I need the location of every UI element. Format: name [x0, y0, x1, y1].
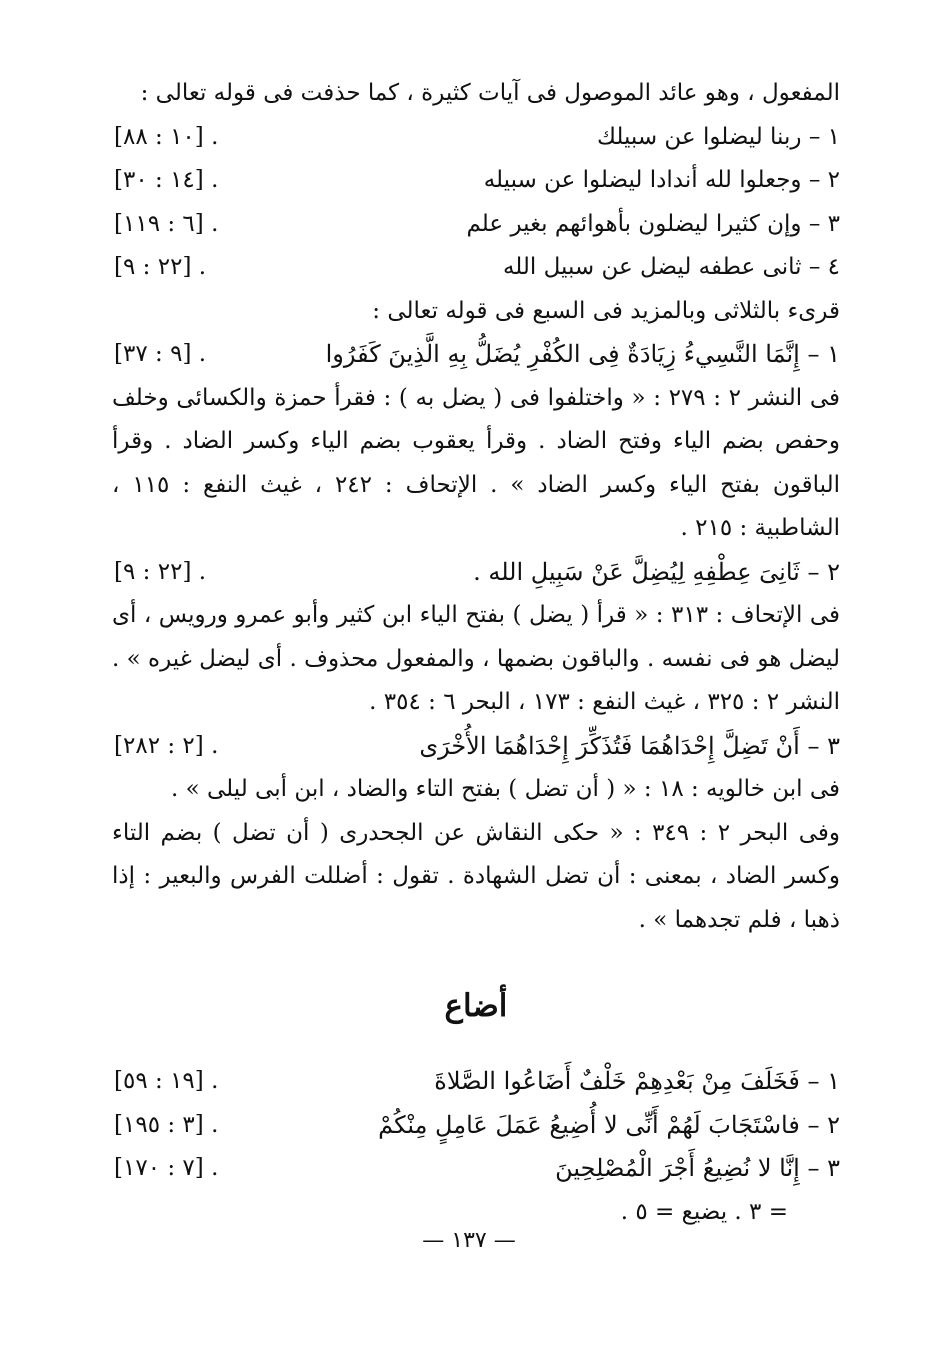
- verse-row: [112, 551, 840, 595]
- verse-list-1: [112, 116, 840, 290]
- intro-line: المفعول ، وهو عائد الموصول فى آيات كثيرة ، كما حذفت فى قوله تعالى :: [140, 80, 840, 106]
- page-body: [112, 72, 840, 1234]
- verse-text: ٤ – ثانى عطفه ليضل عن سبيل الله: [502, 254, 840, 280]
- verse-text: ١ – ربنا ليضلوا عن سبيلك: [596, 123, 840, 150]
- verse-row: [112, 1060, 840, 1104]
- verse-text: ١ – إِنَّمَا النَّسِيءُ زِيَادَةٌ فِى الكُفْرِ يُضَلُّ بِهِ الَّذِينَ كَفَرُوا: [325, 340, 840, 368]
- verse-reference: . [٢ : ٢٨٢]: [114, 732, 219, 759]
- verse-reference: . [٢٢ : ٩]: [114, 254, 207, 280]
- page-number: — ١٣٧ —: [422, 1228, 516, 1253]
- count-summary: = ٣ . يضيع = ٥ .: [620, 1198, 788, 1225]
- qiraat-intro: قرىء بالثلاثى وبالمزيد فى السبع فى قوله تعالى :: [372, 297, 840, 324]
- verse-reference: . [٧ : ١٧٠]: [114, 1155, 219, 1181]
- section-title: أضاع: [444, 988, 508, 1024]
- verse-text: ٣ – إِنَّا لا نُضِيعُ أَجْرَ الْمُصْلِحِينَ: [555, 1154, 840, 1182]
- verse-text: ٢ – ثَانِىَ عِطْفِهِ لِيُضِلَّ عَنْ سَبِيلِ الله .: [473, 557, 840, 586]
- verse-text: ٢ – فاسْتَجَابَ لَهُمْ أَنِّى لا أُضِيعُ عَمَلَ عَامِلٍ مِنْكُمْ: [378, 1110, 840, 1139]
- commentary-paragraph: فى ابن خالويه : ١٨ : « ( أن تضل ) بفتح التاء والضاد ، ابن أبى ليلى » .: [171, 776, 840, 802]
- verse-reference: . [١٠ : ٨٨]: [114, 123, 219, 150]
- verse-text: ١ – فَخَلَفَ مِنْ بَعْدِهِمْ خَلْفٌ أَضَاعُوا الصَّلاةَ: [434, 1067, 840, 1095]
- verse-row: [112, 1104, 840, 1148]
- verse-reference: . [١٤ : ٣٠]: [114, 167, 219, 193]
- commentary-paragraph: فى النشر ٢ : ٢٧٩ : « واختلفوا فى ( يضل به ) : فقرأ حمزة والكسائى وخلف وحفص بضم الياء وفتح الضاد . وقرأ يعقوب بضم الياء وكسر الضاد . وقرأ الباقون بفتح الياء وكسر الضاد » . الإتحاف : ٢٤٢ ، غيث النفع : ١١٥ ، الشاطبية : ٢١٥ .: [112, 384, 840, 541]
- verse-row: [112, 725, 840, 769]
- verse-reference: . [٩ : ٣٧]: [114, 341, 207, 367]
- verse-row: [112, 159, 840, 203]
- commentary-paragraph: فى الإتحاف : ٣١٣ : « قرأ ( يضل ) بفتح الياء ابن كثير وأبو عمرو ورويس ، أى ليضل هو فى نفسه . والباقون بضمها ، والمفعول محذوف . أى ليضل غيره » . النشر ٢ : ٣٢٥ ، غيث النفع : ١٧٣ ، البحر ٦ : ٣٥٤ .: [112, 602, 841, 715]
- verse-reference: . [٢٢ : ٩]: [114, 558, 207, 585]
- commentary-paragraph: وفى البحر ٢ : ٣٤٩ : « حكى النقاش عن الجحدرى ( أن تضل ) بضم التاء وكسر الضاد ، بمعنى : أن تضل الشهادة . تقول : أضللت الفرس والبعير : إذا ذهبا ، فلم تجدهما » .: [112, 819, 840, 933]
- verse-reference: . [١٩ : ٥٩]: [114, 1068, 219, 1094]
- verse-row: [112, 333, 840, 377]
- verse-row: [112, 246, 840, 290]
- verse-list-2: [112, 1060, 840, 1191]
- verse-row: [112, 1147, 840, 1191]
- verse-reference: . [٣ : ١٩٥]: [114, 1111, 219, 1138]
- verse-text: ٣ – وإن كثيرا ليضلون بأهوائهم بغير علم: [466, 210, 840, 237]
- verse-row: [112, 116, 840, 160]
- verse-text: ٣ – أَنْ تَضِلَّ إِحْدَاهُمَا فَتُذَكِّرَ إِحْدَاهُمَا الأُخْرَى: [419, 731, 840, 760]
- verse-reference: . [٦ : ١١٩]: [114, 210, 219, 237]
- verse-text: ٢ – وجعلوا لله أندادا ليضلوا عن سبيله: [483, 167, 840, 193]
- verse-row: [112, 203, 840, 247]
